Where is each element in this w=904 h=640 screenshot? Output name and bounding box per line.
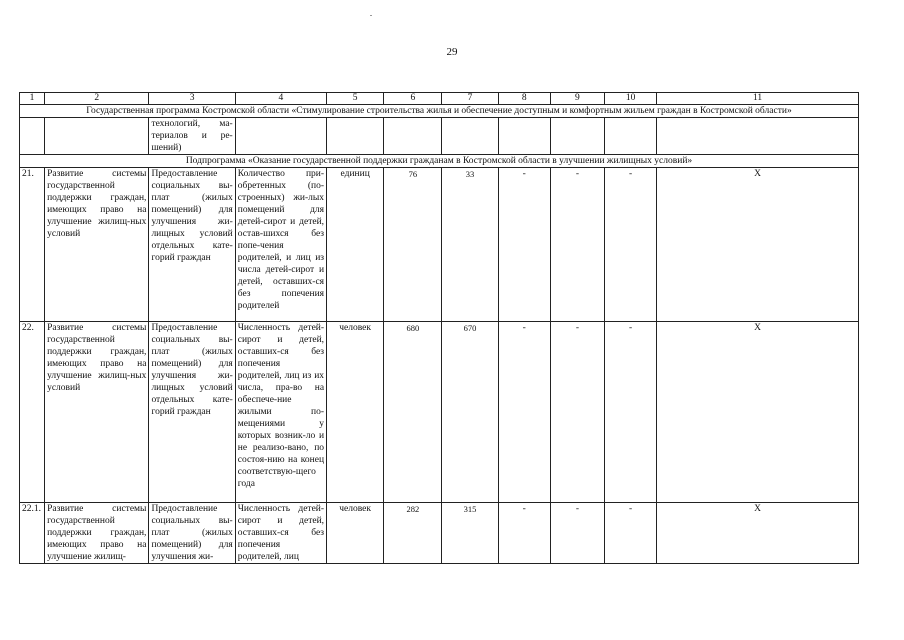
value-cell: -	[498, 168, 550, 322]
measure-cell: Предоставление социальных вы-плат (жилых помещений) для улучшения жи-лищных условий отдельных кате-горий граждан	[149, 168, 235, 322]
value-cell: -	[498, 322, 550, 503]
measure-cell: Предоставление социальных вы-плат (жилых помещений) для улучшения жи-	[149, 503, 235, 564]
cell-empty	[235, 118, 326, 155]
cell-empty	[442, 118, 498, 155]
cell-empty	[327, 118, 384, 155]
row-number: 21.	[20, 168, 45, 322]
value-cell: Х	[657, 168, 859, 322]
value-cell: -	[605, 503, 657, 564]
cell-empty	[657, 118, 859, 155]
cell-empty	[384, 118, 442, 155]
indicators-table	[19, 92, 859, 564]
column-number: 11	[657, 93, 859, 105]
indicator-cell: Количество при-обретенных (по-строенных) жи-лых помещений для детей-сирот и детей, остав-шихся без попе-чения родителей, и лиц из числа детей-сирот и детей, оставших-ся без попечения родителей	[235, 168, 326, 322]
cell-empty	[45, 118, 149, 155]
cell-empty	[498, 118, 550, 155]
unit-cell: единиц	[327, 168, 384, 322]
value-cell: -	[550, 322, 604, 503]
unit-cell: человек	[327, 503, 384, 564]
value-cell: 33	[442, 168, 498, 322]
column-number: 7	[442, 93, 498, 105]
cell-empty	[550, 118, 604, 155]
column-number: 3	[149, 93, 235, 105]
value-cell: 315	[442, 503, 498, 564]
value-cell: 680	[384, 322, 442, 503]
page-number: 29	[446, 46, 458, 58]
measure-cell: Предоставление социальных вы-плат (жилых помещений) для улучшения жи-лищных условий отдельных кате-горий граждан	[149, 322, 235, 503]
activity-cell: Развитие системы государственной поддержки граждан, имеющих право на улучшение жилищ-	[45, 503, 149, 564]
indicator-cell: Численность детей-сирот и детей, оставших-ся без попечения родителей, лиц из их числа, пра-во на обеспече-ние жилыми по-мещениями у которых возник-ло и не реализо-вано, по состоя-нию на конец соответствую-щего года	[235, 322, 326, 503]
row-number: 22.	[20, 322, 45, 503]
column-number: 1	[20, 93, 45, 105]
value-cell: 670	[442, 322, 498, 503]
table-row	[20, 322, 859, 503]
row-number: 22.1.	[20, 503, 45, 564]
continuation-measure-text: технологий, ма-териалов и ре-шений)	[149, 118, 235, 155]
column-number: 5	[327, 93, 384, 105]
value-cell: -	[498, 503, 550, 564]
subprogram-title-row	[20, 155, 859, 168]
scan-speck	[370, 15, 372, 16]
value-cell: 282	[384, 503, 442, 564]
column-number: 4	[235, 93, 326, 105]
unit-cell: человек	[327, 322, 384, 503]
value-cell: -	[550, 503, 604, 564]
continuation-row	[20, 118, 859, 155]
value-cell: Х	[657, 503, 859, 564]
column-number: 10	[605, 93, 657, 105]
table-row	[20, 168, 859, 322]
value-cell: -	[605, 168, 657, 322]
value-cell: Х	[657, 322, 859, 503]
cell-empty	[20, 118, 45, 155]
column-number: 2	[45, 93, 149, 105]
column-number: 9	[550, 93, 604, 105]
indicator-cell: Численность детей-сирот и детей, оставших-ся без попечения родителей, лиц	[235, 503, 326, 564]
program-title: Государственная программа Костромской области «Стимулирование строительства жилья и обеспечение доступным и комфортным жильем граждан в Костромской области»	[20, 105, 859, 118]
cell-empty	[605, 118, 657, 155]
column-number: 8	[498, 93, 550, 105]
program-title-row	[20, 105, 859, 118]
value-cell: -	[550, 168, 604, 322]
subprogram-title: Подпрограмма «Оказание государственной поддержки гражданам в Костромской области в улучшении жилищных условий»	[20, 155, 859, 168]
table-row	[20, 503, 859, 564]
activity-cell: Развитие системы государственной поддержки граждан, имеющих право на улучшение жилищ-ных условий	[45, 168, 149, 322]
value-cell: 76	[384, 168, 442, 322]
column-number: 6	[384, 93, 442, 105]
column-number-row	[20, 93, 859, 105]
activity-cell: Развитие системы государственной поддержки граждан, имеющих право на улучшение жилищ-ных условий	[45, 322, 149, 503]
value-cell: -	[605, 322, 657, 503]
